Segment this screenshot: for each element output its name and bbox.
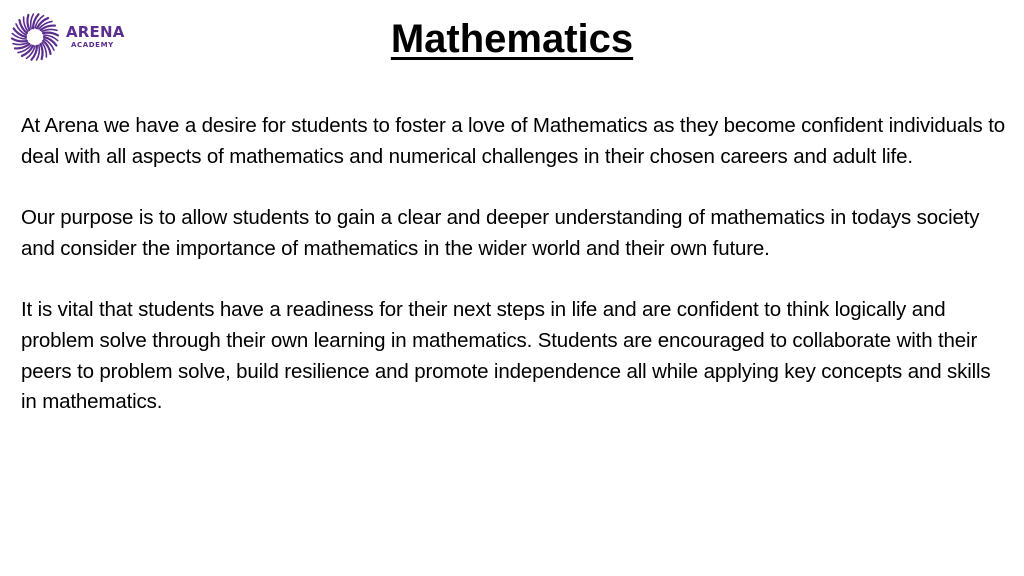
paragraph-readiness: It is vital that students have a readiness for their next steps in life and are confident to think logically and problem solve through their own learning in mathematics. Students are encouraged to collaborate with their peers to problem solve, build resilience and promote independence all while applying key concepts and skills in mathematics. [21,298,991,414]
logo-name: ARENA [66,23,125,41]
logo-subtitle: ACADEMY [71,41,114,49]
paragraph-purpose: Our purpose is to allow students to gain a clear and deeper understanding of mathematics in todays society and consider the importance of mathematics in the wider world and their own future. [21,206,980,260]
page-title [0,16,1024,62]
page-title-text: Mathematics [390,17,634,61]
body-text [21,111,1011,449]
paragraph-intro: At Arena we have a desire for students to foster a love of Mathematics as they become confident individuals to deal with all aspects of mathematics and numerical challenges in their chosen careers and adult life. [21,114,1005,168]
